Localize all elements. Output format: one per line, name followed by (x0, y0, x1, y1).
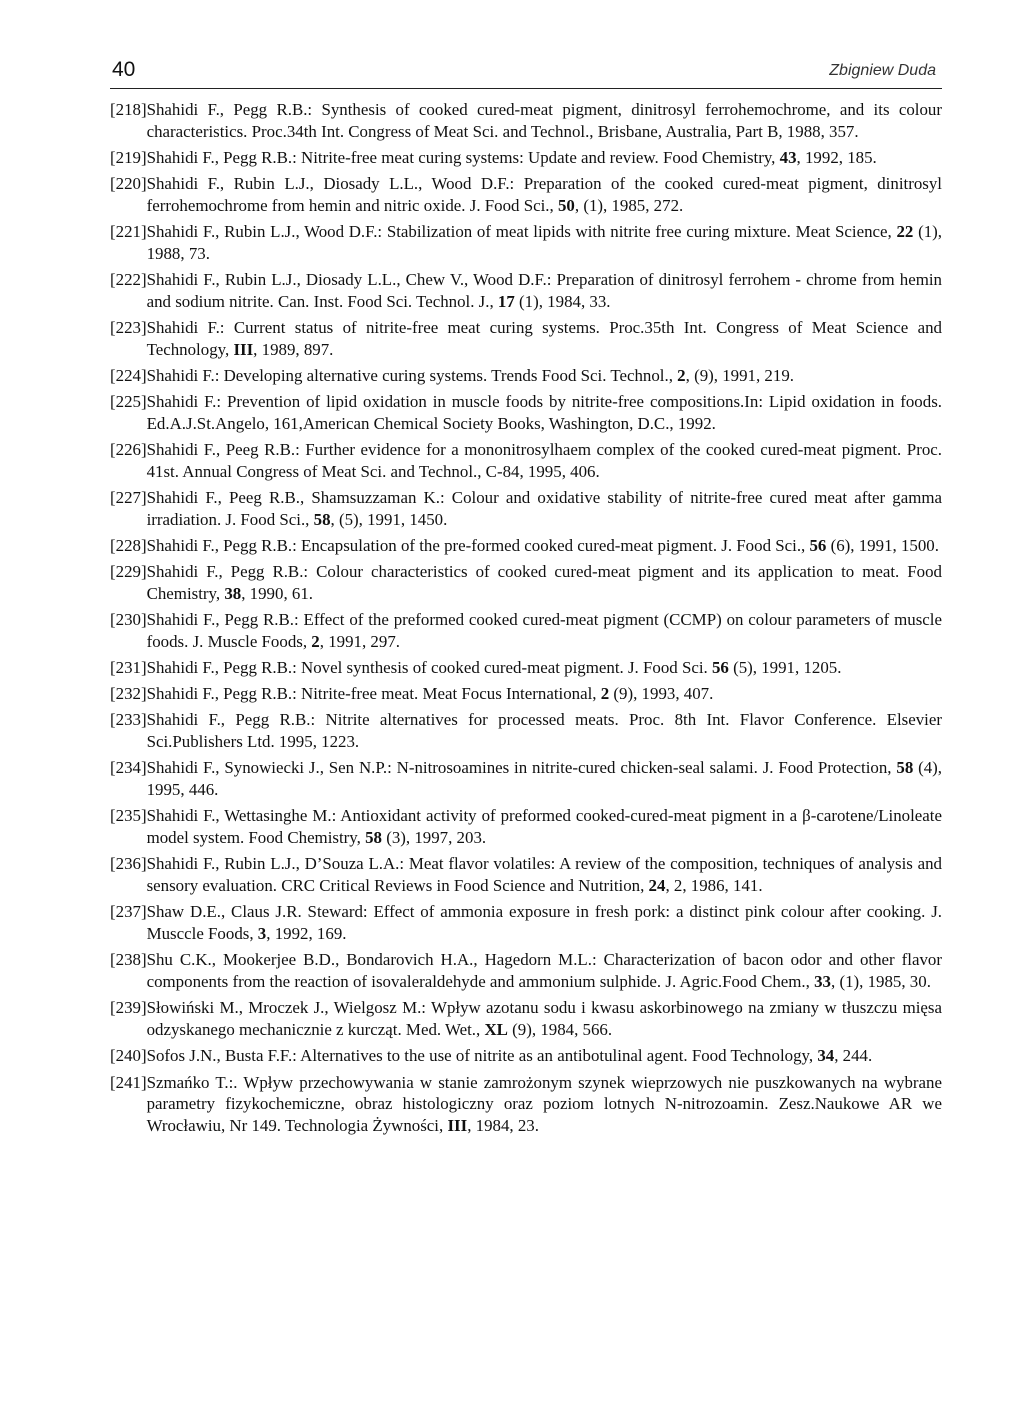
reference-number: [230] (110, 610, 147, 630)
reference-item (110, 853, 942, 897)
reference-number: [234] (110, 758, 147, 778)
reference-item (110, 997, 942, 1041)
reference-text: Shaw D.E., Claus J.R. Steward: Effect of ammonia exposure in fresh pork: a distinct pink colour after cooking. J. Musccle Foods, 3, 1992, 169. (146, 902, 942, 944)
reference-text: Shahidi F.: Current status of nitrite-free meat curing systems. Proc.35th Int. Congress of Meat Science and Technology, III, 1989, 897. (146, 318, 942, 359)
reference-item (110, 657, 942, 679)
reference-number: [223] (110, 318, 147, 338)
reference-text: Shahidi F.: Developing alternative curing systems. Trends Food Sci. Technol., 2, (9), 1991, 219. (146, 366, 794, 386)
reference-item (110, 709, 942, 753)
reference-item (110, 1072, 942, 1138)
reference-number: [218] (110, 100, 147, 119)
reference-number: [241] (110, 1072, 147, 1092)
reference-text: Szmańko T.:. Wpływ przechowywania w stanie zamrożonym szynek wieprzowych nie puszkowanych na wybrane parametry fizykochemiczne, obraz histologiczny oraz poziom lotnych N-nitrozoamin. Zesz.Naukowe AR we Wrocławiu, Nr 149. Technologia Żywności, III, 1984, 23. (146, 1072, 942, 1136)
reference-item (110, 173, 942, 217)
reference-item (110, 391, 942, 435)
reference-number: [225] (110, 392, 147, 412)
reference-item (110, 221, 942, 265)
reference-text: Shahidi F., Peeg R.B.: Further evidence for a mononitrosylhaem complex of the cooked cured-meat pigment. Proc. 41st. Annual Congress of Meat Sci. and Technol., C-84, 1995, 406. (146, 440, 942, 482)
reference-item (110, 757, 942, 801)
reference-number: [238] (110, 950, 147, 970)
reference-text: Sofos J.N., Busta F.F.: Alternatives to the use of nitrite as an antibotulinal agent. Food Technology, 34, 244. (146, 1046, 873, 1066)
reference-text: Shahidi F., Peeg R.B., Shamsuzzaman K.: Colour and oxidative stability of nitrite-free cured meat after gamma irradiation. J. Food Sci., 58, (5), 1991, 1450. (146, 488, 942, 530)
reference-item (110, 99, 942, 143)
reference-item (110, 439, 942, 483)
reference-item (110, 949, 942, 993)
reference-item (110, 683, 942, 705)
reference-number: [232] (110, 684, 147, 704)
reference-number: [240] (110, 1046, 147, 1066)
reference-number: [221] (110, 222, 147, 242)
reference-number: [226] (110, 440, 147, 460)
running-head: Zbigniew Duda (829, 62, 936, 79)
reference-item (110, 317, 942, 361)
reference-list (110, 99, 942, 1141)
reference-item (110, 561, 942, 605)
reference-text: Shahidi F., Rubin L.J., Diosady L.L., Wood D.F.: Preparation of the cooked cured-meat pigment, dinitrosyl ferrohemochrome from hemin and nitric oxide. J. Food Sci., 50, (1), 1985, 272. (146, 174, 942, 215)
reference-item (110, 487, 942, 531)
page-header (110, 52, 942, 89)
reference-text: Shahidi F., Pegg R.B.: Colour characteristics of cooked cured-meat pigment and its application to meat. Food Chemistry, 38, 1990, 61. (146, 562, 942, 604)
reference-text: Shahidi F., Pegg R.B.: Effect of the preformed cooked cured-meat pigment (CCMP) on colour parameters of muscle foods. J. Muscle Foods, 2, 1991, 297. (146, 610, 942, 652)
reference-number: [224] (110, 366, 147, 386)
reference-text: Shahidi F., Pegg R.B.: Nitrite alternatives for processed meats. Proc. 8th Int. Flavor Conference. Elsevier Sci.Publishers Ltd. 1995, 1223. (146, 710, 942, 752)
reference-text: Shahidi F., Rubin L.J., D’Souza L.A.: Meat flavor volatiles: A review of the composition, techniques of analysis and sensory evaluation. CRC Critical Reviews in Food Science and Nutrition, 24, 2, 1986, 141. (146, 854, 942, 896)
reference-item (110, 1045, 942, 1067)
page-number: 40 (112, 58, 136, 81)
reference-item (110, 269, 942, 313)
reference-number: [228] (110, 536, 147, 556)
reference-text: Shu C.K., Mookerjee B.D., Bondarovich H.A., Hagedorn M.L.: Characterization of bacon odor and other flavor components from the reaction of isovaleraldehyde and ammonium sulphide. J. Agric.Food Chem., 33, (1), 1985, 30. (146, 950, 942, 992)
reference-number: [235] (110, 806, 147, 826)
reference-item (110, 147, 942, 169)
reference-item (110, 535, 942, 557)
reference-text: Shahidi F., Synowiecki J., Sen N.P.: N-nitrosoamines in nitrite-cured chicken-seal salami. J. Food Protection, 58 (4), 1995, 446. (146, 758, 943, 800)
reference-text: Shahidi F., Rubin L.J., Wood D.F.: Stabilization of meat lipids with nitrite free curing mixture. Meat Science, 22 (1), 1988, 73. (146, 222, 943, 263)
reference-text: Shahidi F., Pegg R.B.: Synthesis of cooked cured-meat pigment, dinitrosyl ferrohemochrome, and its colour characteristics. Proc.34th Int. Congress of Meat Sci. and Technol., Brisbane, Australia, Part B, 1988, 357. (146, 100, 942, 141)
reference-number: [239] (110, 998, 147, 1018)
reference-item (110, 805, 942, 849)
reference-text: Shahidi F., Rubin L.J., Diosady L.L., Chew V., Wood D.F.: Preparation of dinitrosyl ferrohem - chrome from hemin and sodium nitrite. Can. Inst. Food Sci. Technol. J., 17 (1), 1984, 33. (146, 270, 942, 311)
reference-number: [227] (110, 488, 147, 508)
reference-number: [233] (110, 710, 147, 730)
reference-text: Shahidi F., Pegg R.B.: Novel synthesis of cooked cured-meat pigment. J. Food Sci. 56 (5), 1991, 1205. (146, 658, 842, 678)
reference-number: [220] (110, 174, 147, 194)
reference-number: [219] (110, 148, 147, 167)
reference-number: [222] (110, 270, 147, 290)
reference-text: Shahidi F., Pegg R.B.: Nitrite-free meat curing systems: Update and review. Food Chemistry, 43, 1992, 185. (146, 148, 877, 167)
reference-text: Shahidi F., Pegg R.B.: Encapsulation of the pre-formed cooked cured-meat pigment. J. Food Sci., 56 (6), 1991, 1500. (146, 536, 939, 556)
reference-item (110, 365, 942, 387)
reference-item (110, 901, 942, 945)
reference-number: [231] (110, 658, 147, 678)
reference-text: Shahidi F., Wettasinghe M.: Antioxidant activity of preformed cooked-cured-meat pigment in a β-carotene/Linoleate model system. Food Chemistry, 58 (3), 1997, 203. (146, 806, 942, 848)
reference-number: [236] (110, 854, 147, 874)
reference-text: Shahidi F.: Prevention of lipid oxidation in muscle foods by nitrite-free compositions.In: Lipid oxidation in foods. Ed.A.J.St.Angelo, 161,American Chemical Society Books, Washington, D.C., 1992. (146, 392, 942, 434)
reference-number: [229] (110, 562, 147, 582)
reference-text: Shahidi F., Pegg R.B.: Nitrite-free meat. Meat Focus International, 2 (9), 1993, 407. (146, 684, 714, 704)
reference-text: Słowiński M., Mroczek J., Wielgosz M.: Wpływ azotanu sodu i kwasu askorbinowego na zmiany w tłuszczu mięsa odzyskanego mechanicznie z kurcząt. Med. Wet., XL (9), 1984, 566. (146, 998, 942, 1040)
reference-item (110, 609, 942, 653)
reference-number: [237] (110, 902, 147, 922)
